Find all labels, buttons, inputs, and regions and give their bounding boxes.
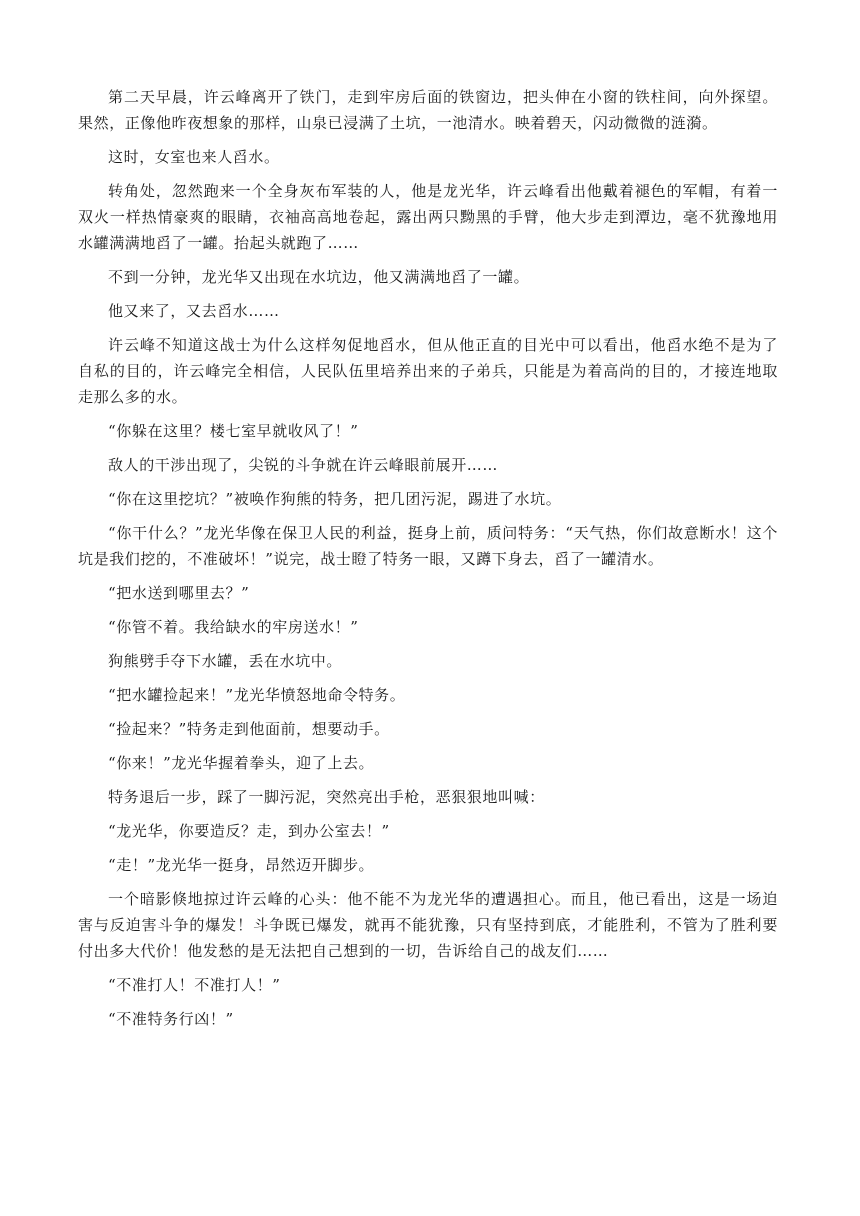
- document-page: [78, 84, 778, 1040]
- paragraph: 敌人的干涉出现了，尖锐的斗争就在许云峰眼前展开……: [108, 456, 499, 474]
- paragraph: “不准打人！不准打人！”: [108, 976, 281, 994]
- paragraph: 转角处，忽然跑来一个全身灰布军装的人，他是龙光华，许云峰看出他戴着褪色的军帽，有着一双火一样热情豪爽的眼睛，衣袖高高地卷起，露出两只黝黑的手臂，他大步走到潭边，毫不犹豫地用水罐满满地舀了一罐。抬起头就跑了……: [78, 182, 778, 252]
- paragraph: “你管不着。我给缺水的牢房送水！”: [108, 618, 359, 636]
- paragraph: 许云峰不知道这战士为什么这样匆促地舀水，但从他正直的目光中可以看出，他舀水绝不是为了自私的目的，许云峰完全相信，人民队伍里培养出来的子弟兵，只能是为着高尚的目的，才接连地取走那么多的水。: [78, 336, 778, 406]
- paragraph: “龙光华，你要造反？走，到办公室去！”: [108, 822, 390, 840]
- paragraph: 第二天早晨，许云峰离开了铁门，走到牢房后面的铁窗边，把头伸在小窗的铁柱间，向外探望。果然，正像他昨夜想象的那样，山泉已浸满了土坑，一池清水。映着碧天，闪动微微的涟漪。: [78, 88, 778, 132]
- paragraph: “把水送到哪里去？”: [108, 584, 250, 602]
- paragraph: 这时，女室也来人舀水。: [108, 148, 280, 166]
- paragraph: 一个暗影倏地掠过许云峰的心头：他不能不为龙光华的遭遇担心。而且，他已看出，这是一场迫害与反迫害斗争的爆发！斗争既已爆发，就再不能犹豫，只有坚持到底，才能胜利，不管为了胜利要付出多大代价！他发愁的是无法把自己想到的一切，告诉给自己的战友们……: [78, 890, 778, 960]
- paragraph: “走！”龙光华一挺身，昂然迈开脚步。: [108, 856, 375, 874]
- paragraph: “把水罐捡起来！”龙光华愤怒地命令特务。: [108, 686, 406, 704]
- paragraph: “你来！”龙光华握着拳头，迎了上去。: [108, 754, 375, 772]
- paragraph: “你干什么？”龙光华像在保卫人民的利益，挺身上前，质问特务：“天气热，你们故意断水！这个坑是我们挖的，不准破坏！”说完，战士瞪了特务一眼，又蹲下身去，舀了一罐清水。: [78, 524, 778, 568]
- paragraph: “你躲在这里？楼七室早就收风了！”: [108, 422, 359, 440]
- paragraph: “你在这里挖坑？”被唤作狗熊的特务，把几团污泥，踢进了水坑。: [108, 490, 562, 508]
- paragraph: 不到一分钟，龙光华又出现在水坑边，他又满满地舀了一罐。: [108, 268, 530, 286]
- paragraph: 特务退后一步，踩了一脚污泥，突然亮出手枪，恶狠狠地叫喊：: [108, 788, 545, 806]
- paragraph: 狗熊劈手夺下水罐，丢在水坑中。: [108, 652, 343, 670]
- paragraph: 他又来了，又去舀水……: [108, 302, 280, 320]
- paragraph: “不准特务行凶！”: [108, 1010, 234, 1028]
- paragraph: “捡起来？”特务走到他面前，想要动手。: [108, 720, 390, 738]
